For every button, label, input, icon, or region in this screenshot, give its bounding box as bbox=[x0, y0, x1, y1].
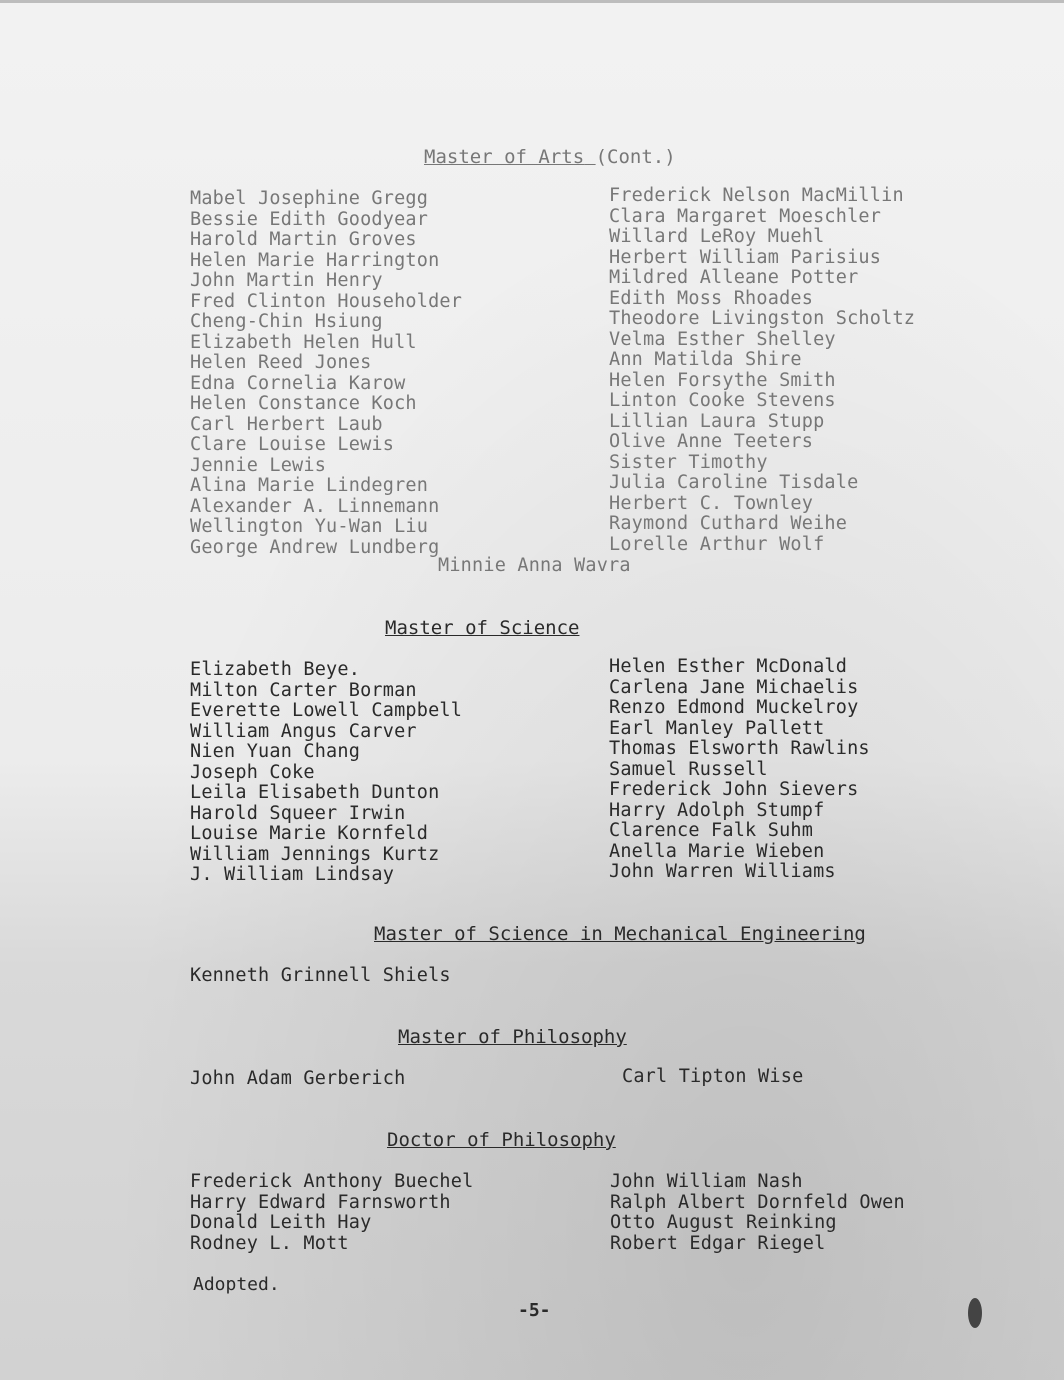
name-entry: Rodney L. Mott bbox=[190, 1232, 349, 1254]
name-entry: Clarence Falk Suhm bbox=[609, 820, 814, 841]
section-heading-doctor-of-philosophy: Doctor of Philosophy bbox=[387, 1129, 616, 1151]
name-entry: Frederick Anthony Buechel bbox=[190, 1171, 474, 1192]
name-entry: Nien Yuan Chang bbox=[190, 741, 361, 762]
name-entry: John William Nash bbox=[610, 1171, 803, 1192]
name-entry: Herbert C. Townley bbox=[609, 492, 814, 514]
name-entry: Otto August Reinking bbox=[610, 1212, 837, 1233]
section-title: Master of Arts bbox=[424, 146, 585, 168]
name-entry: Alina Marie Lindegren bbox=[190, 475, 429, 496]
name-entry: Elizabeth Beye. bbox=[190, 659, 361, 680]
name-entry: Carlena Jane Michaelis bbox=[609, 676, 859, 698]
name-entry: Samuel Russell bbox=[609, 758, 768, 780]
name-entry: Edith Moss Rhoades bbox=[609, 287, 814, 309]
names-column-left bbox=[190, 1172, 473, 1254]
names-column-left bbox=[190, 660, 462, 886]
name-entry: Ralph Albert Dornfeld Owen bbox=[610, 1191, 905, 1213]
name-entry: Joseph Coke bbox=[190, 761, 315, 783]
name-entry: Helen Reed Jones bbox=[190, 352, 372, 373]
name-entry: Elizabeth Helen Hull bbox=[190, 331, 417, 353]
name-entry: Olive Anne Teeters bbox=[609, 431, 814, 452]
name-entry: Clare Louise Lewis bbox=[190, 434, 395, 455]
name-entry: Milton Carter Borman bbox=[190, 679, 417, 701]
name-entry: George Andrew Lundberg bbox=[190, 536, 440, 558]
name-entry: John Warren Williams bbox=[609, 861, 836, 882]
name-entry: Willard LeRoy Muehl bbox=[609, 226, 825, 247]
section-title-suffix: (Cont.) bbox=[595, 146, 676, 168]
name-entry: Wellington Yu-Wan Liu bbox=[190, 516, 429, 537]
name-centered: Minnie Anna Wavra bbox=[438, 555, 631, 576]
name-entry: Leila Elisabeth Dunton bbox=[190, 782, 440, 803]
name-entry: Louise Marie Kornfeld bbox=[190, 823, 429, 844]
name-entry: Bessie Edith Goodyear bbox=[190, 208, 429, 230]
name-entry: Lorelle Arthur Wolf bbox=[609, 533, 825, 555]
ink-blot-mark bbox=[968, 1298, 982, 1328]
name-entry: Harold Martin Groves bbox=[190, 229, 417, 250]
name-entry: Raymond Cuthard Weihe bbox=[609, 513, 848, 534]
name-entry: Harry Edward Farnsworth bbox=[190, 1191, 451, 1213]
name-entry: John Adam Gerberich bbox=[190, 1068, 406, 1089]
section-heading-master-of-philosophy: Master of Philosophy bbox=[398, 1026, 627, 1048]
name-entry: Alexander A. Linnemann bbox=[190, 495, 440, 517]
name-entry: J. William Lindsay bbox=[190, 864, 395, 885]
name-entry: Mildred Alleane Potter bbox=[609, 267, 859, 288]
name-entry: Cheng-Chin Hsiung bbox=[190, 311, 383, 332]
name-entry: Anella Marie Wieben bbox=[609, 840, 825, 862]
page-number: -5- bbox=[518, 1300, 551, 1321]
name-entry: Linton Cooke Stevens bbox=[609, 390, 836, 411]
name-entry: Velma Esther Shelley bbox=[609, 328, 836, 350]
name-entry: Kenneth Grinnell Shiels bbox=[190, 965, 451, 986]
names-column-right bbox=[609, 186, 915, 555]
page-edge bbox=[0, 0, 1064, 3]
names-column-left bbox=[190, 189, 462, 558]
name-entry: Helen Marie Harrington bbox=[190, 249, 440, 271]
name-entry: Lillian Laura Stupp bbox=[609, 410, 825, 432]
name-entry: Carl Herbert Laub bbox=[190, 413, 383, 435]
name-entry: Harold Squeer Irwin bbox=[190, 802, 406, 824]
name-entry: Harry Adolph Stumpf bbox=[609, 799, 825, 821]
name-entry: Donald Leith Hay bbox=[190, 1212, 372, 1233]
name-entry: Jennie Lewis bbox=[190, 454, 327, 476]
name-entry: John Martin Henry bbox=[190, 270, 383, 291]
name-entry: Thomas Elsworth Rawlins bbox=[609, 738, 870, 759]
section-heading-msme: Master of Science in Mechanical Engineering bbox=[374, 923, 866, 945]
name-entry: Frederick John Sievers bbox=[609, 779, 859, 800]
names-column-right bbox=[610, 1172, 905, 1254]
name-entry: Fred Clinton Householder bbox=[190, 290, 463, 312]
name-entry: Frederick Nelson MacMillin bbox=[609, 185, 904, 206]
name-entry: Sister Timothy bbox=[609, 451, 768, 473]
section-heading-master-of-arts bbox=[424, 146, 676, 168]
names-column-right bbox=[609, 657, 870, 883]
name-entry: Everette Lowell Campbell bbox=[190, 700, 463, 721]
adopted-note: Adopted. bbox=[193, 1274, 280, 1295]
name-entry: Earl Manley Pallett bbox=[609, 717, 825, 739]
name-entry: Helen Constance Koch bbox=[190, 393, 417, 414]
name-entry: William Jennings Kurtz bbox=[190, 843, 440, 865]
name-entry: Helen Forsythe Smith bbox=[609, 369, 836, 391]
name-entry: Renzo Edmond Muckelroy bbox=[609, 697, 859, 718]
name-entry: Clara Margaret Moeschler bbox=[609, 205, 882, 227]
name-entry: Julia Caroline Tisdale bbox=[609, 472, 859, 493]
name-entry: Mabel Josephine Gregg bbox=[190, 188, 429, 209]
name-entry: Carl Tipton Wise bbox=[622, 1066, 804, 1087]
name-entry: Herbert William Parisius bbox=[609, 246, 882, 268]
name-entry: William Angus Carver bbox=[190, 720, 417, 742]
name-entry: Helen Esther McDonald bbox=[609, 656, 848, 677]
name-entry: Edna Cornelia Karow bbox=[190, 372, 406, 394]
section-heading-master-of-science: Master of Science bbox=[385, 617, 580, 639]
name-entry: Robert Edgar Riegel bbox=[610, 1232, 826, 1254]
name-entry: Theodore Livingston Scholtz bbox=[609, 308, 916, 329]
name-entry: Ann Matilda Shire bbox=[609, 349, 802, 370]
